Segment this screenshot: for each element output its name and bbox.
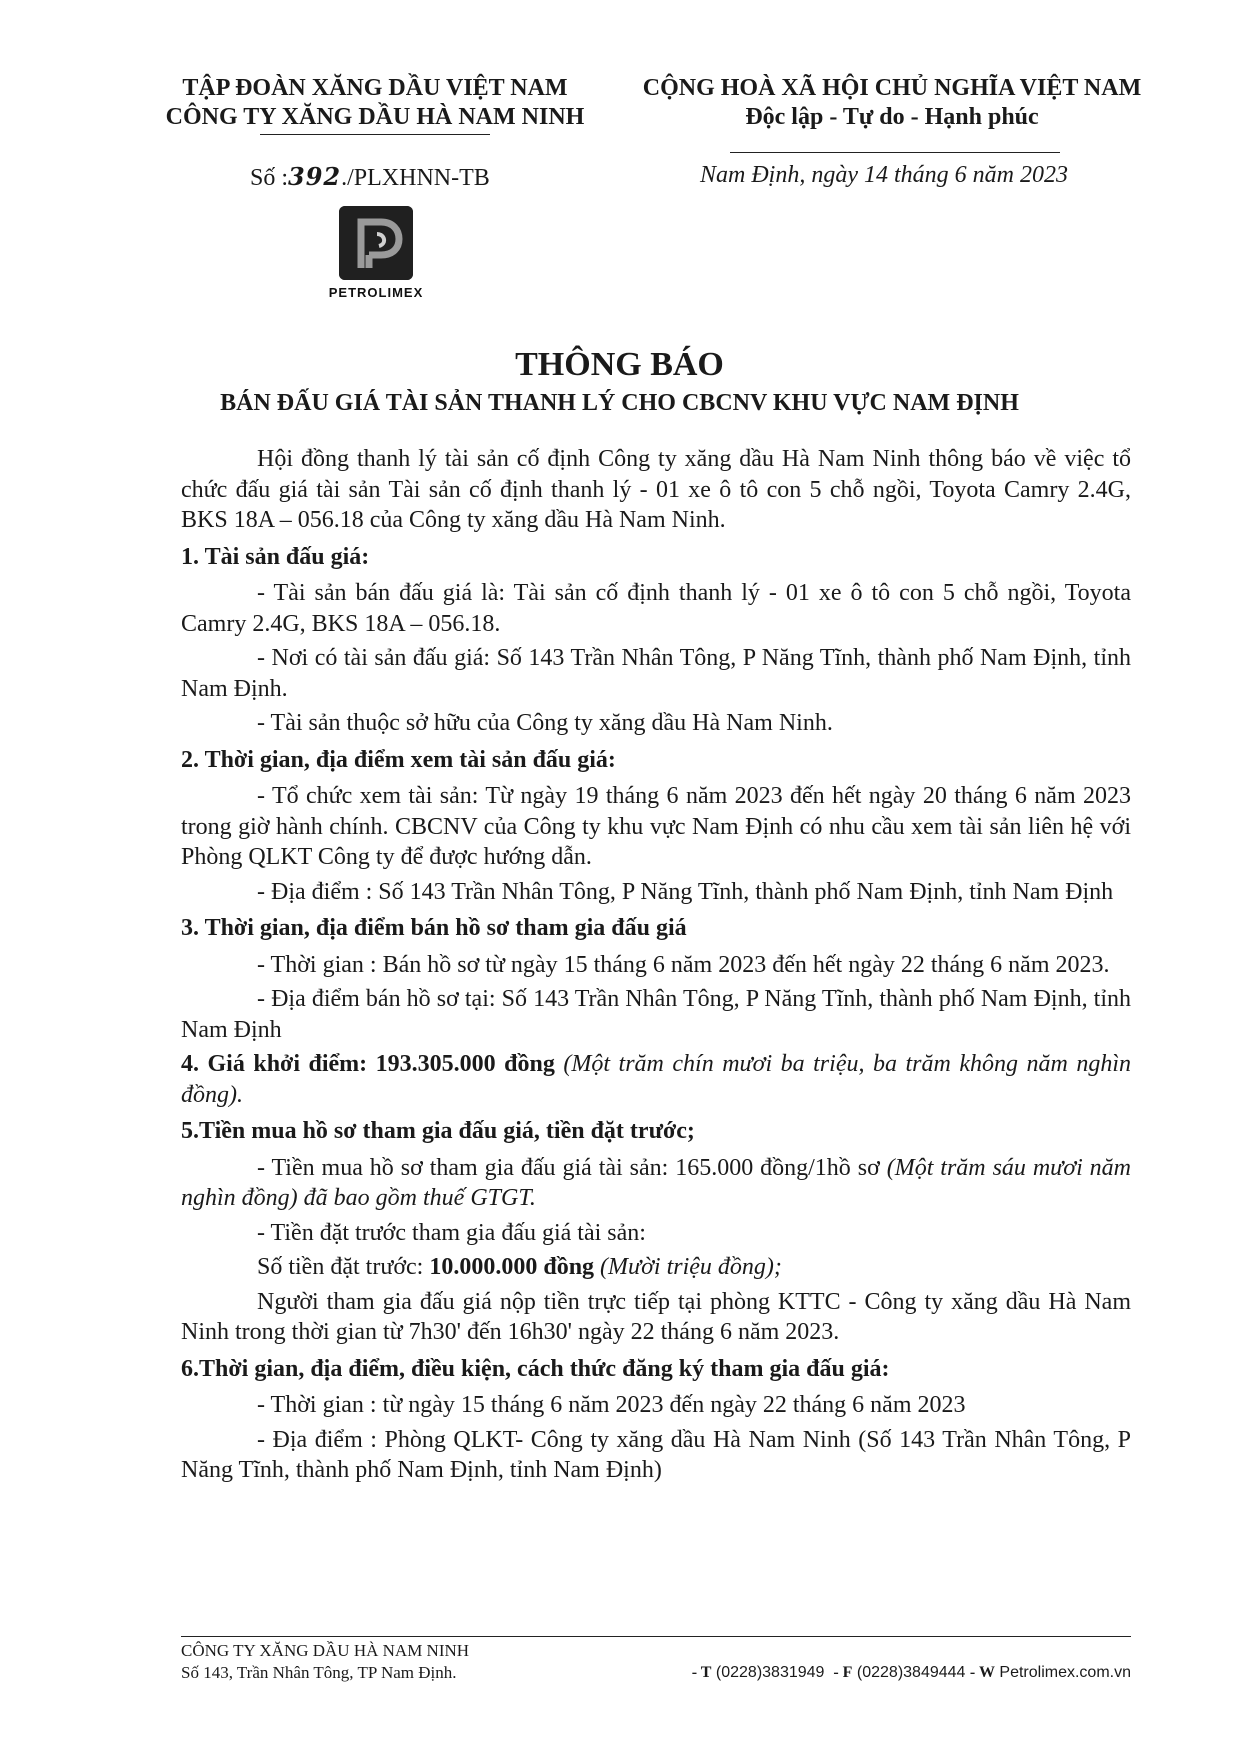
section-6-heading: 6.Thời gian, địa điểm, điều kiện, cách thức đăng ký tham gia đấu giá: — [181, 1355, 890, 1382]
section-6-item: - Thời gian : từ ngày 15 tháng 6 năm 2023 đến ngày 22 tháng 6 năm 2023 — [257, 1392, 966, 1418]
section-2-item: - Địa điểm : Số 143 Trần Nhân Tông, P Năng Tĩnh, thành phố Nam Định, tỉnh Nam Định — [257, 878, 1114, 905]
footer-contact: - T (0228)3831949 - F (0228)3849444 - W Petrolimex.com.vn — [691, 1664, 1131, 1681]
logo-text: PETROLIMEX — [328, 285, 424, 300]
national-motto: Độc lập - Tự do - Hạnh phúc — [745, 104, 1039, 130]
document-number: Số :392./PLXHNN-TB — [250, 162, 490, 191]
footer-fax: (0228)3849444 — [856, 1664, 966, 1681]
section-4-starting-price — [181, 1049, 1131, 1110]
section-5-item: - Tiền đặt trước tham gia đấu giá tài sản: — [257, 1219, 646, 1246]
section-3-heading: 3. Thời gian, địa điểm bán hồ sơ tham gia đấu giá — [181, 915, 687, 941]
starting-price-label: 4. Giá khởi điểm: 193.305.000 đồng — [181, 1051, 555, 1077]
handwritten-number: 392 — [288, 162, 342, 191]
footer-address: Số 143, Trần Nhân Tông, TP Nam Định. — [181, 1663, 457, 1682]
section-2-item: - Tổ chức xem tài sản: Từ ngày 19 tháng 6 năm 2023 đến hết ngày 20 tháng 6 năm 2023 trong giờ hành chính. CBCNV của Công ty khu vực Nam Định có nhu cầu xem tài sản liên hệ với Phòng QLKT Công ty để được hướng dẫn. — [181, 783, 1131, 870]
document-date: Nam Định, ngày 14 tháng 6 năm 2023 — [700, 162, 1068, 188]
section-5-heading: 5.Tiền mua hồ sơ tham gia đấu giá, tiền đặt trước; — [181, 1118, 695, 1144]
document-title: THÔNG BÁO — [515, 346, 724, 383]
footer-phone: (0228)3831949 — [715, 1664, 825, 1681]
section-5-item: - Tiền mua hồ sơ tham gia đấu giá tài sản: 165.000 đồng/1hồ sơ (Một trăm sáu mươi năm nghìn đồng) đã bao gồm thuế GTGT. — [181, 1154, 1132, 1211]
footer — [181, 1640, 1131, 1684]
document-body — [181, 444, 1131, 1490]
section-3-item: - Địa điểm bán hồ sơ tại: Số 143 Trần Nhân Tông, P Năng Tĩnh, thành phố Nam Định, tỉnh Nam Định — [181, 986, 1131, 1043]
section-3-item: - Thời gian : Bán hồ sơ từ ngày 15 tháng 6 năm 2023 đến hết ngày 22 tháng 6 năm 2023. — [257, 951, 1110, 978]
section-2-heading: 2. Thời gian, địa điểm xem tài sản đấu giá: — [181, 746, 616, 773]
country-name: CỘNG HOÀ XÃ HỘI CHỦ NGHĨA VIỆT NAM — [642, 75, 1142, 101]
starting-price-words: (Một trăm chín mươi ba triệu, ba trăm không năm nghìn đồng). — [181, 1051, 1131, 1108]
motto-underline — [730, 152, 1060, 153]
footer-company: CÔNG TY XĂNG DẦU HÀ NAM NINH — [181, 1641, 470, 1660]
section-1-item: - Tài sản thuộc sở hữu của Công ty xăng dầu Hà Nam Ninh. — [257, 710, 833, 736]
section-6-item: - Địa điểm : Phòng QLKT- Công ty xăng dầu Hà Nam Ninh (Số 143 Trần Nhân Tông, P Năng Tĩnh, thành phố Nam Định, tỉnh Nam Định) — [181, 1426, 1131, 1483]
footer-website: Petrolimex.com.vn — [999, 1664, 1131, 1681]
document-subtitle: BÁN ĐẤU GIÁ TÀI SẢN THANH LÝ CHO CBCNV KHU VỰC NAM ĐỊNH — [220, 390, 1019, 416]
intro-paragraph: Hội đồng thanh lý tài sản cố định Công ty xăng dầu Hà Nam Ninh thông báo về việc tổ chức đấu giá tài sản Tài sản cố định thanh lý - 01 xe ô tô con 5 chỗ ngồi, Toyota Camry 2.4G, BKS 18A – 056.18 của Công ty xăng dầu Hà Nam Ninh. — [181, 446, 1131, 533]
footer-divider — [181, 1636, 1131, 1637]
section-1-item: - Tài sản bán đấu giá là: Tài sản cố định thanh lý - 01 xe ô tô con 5 chỗ ngồi, Toyota Camry 2.4G, BKS 18A – 056.18. — [181, 580, 1131, 637]
deposit-amount: Số tiền đặt trước: 10.000.000 đồng (Mười triệu đồng); — [257, 1254, 782, 1280]
section-1-item: - Nơi có tài sản đấu giá: Số 143 Trần Nhân Tông, P Năng Tĩnh, thành phố Nam Định, tỉnh Nam Định. — [181, 645, 1131, 702]
company-name: CÔNG TY XĂNG DẦU HÀ NAM NINH — [165, 104, 585, 130]
section-1-heading: 1. Tài sản đấu giá: — [181, 543, 370, 570]
section-5-item: Người tham gia đấu giá nộp tiền trực tiếp tại phòng KTTC - Công ty xăng dầu Hà Nam Ninh trong thời gian từ 7h30' đến 16h30' ngày 22 tháng 6 năm 2023. — [181, 1288, 1131, 1345]
national-header — [622, 74, 1162, 132]
org-underline — [260, 134, 490, 135]
parent-org-name: TẬP ĐOÀN XĂNG DẦU VIỆT NAM — [182, 75, 568, 101]
petrolimex-logo — [315, 206, 437, 300]
logo-mark-icon — [339, 206, 413, 280]
org-header — [140, 74, 610, 132]
